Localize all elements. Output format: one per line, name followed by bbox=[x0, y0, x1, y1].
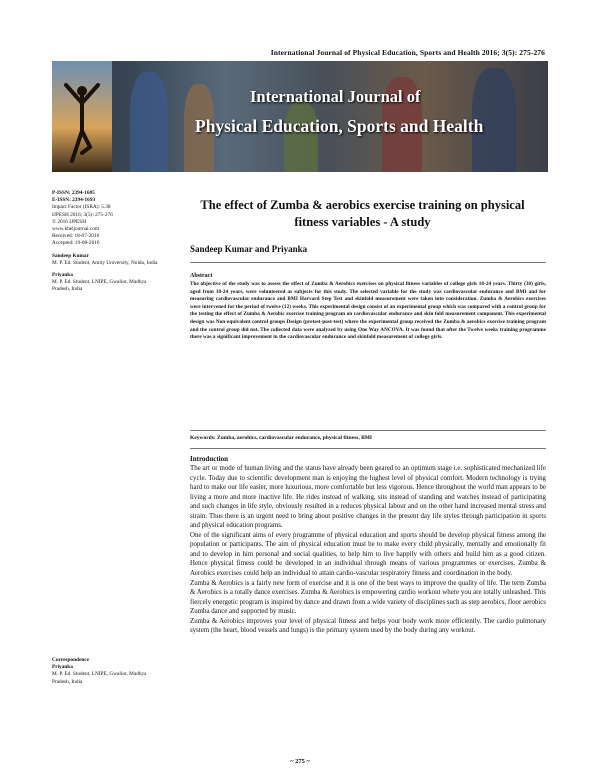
author-affiliation-text: M. P. Ed. Student, LNIPE, Gwalior, Madhya Pradesh, India bbox=[52, 279, 147, 293]
correspondence-name: Priyanka bbox=[52, 664, 73, 671]
received-date: Received: 18-07-2016 bbox=[52, 233, 100, 240]
author-name: Sandeep Kumar bbox=[52, 252, 89, 259]
banner-title-line1: International Journal of bbox=[250, 87, 421, 106]
divider bbox=[190, 430, 546, 431]
introduction-body bbox=[190, 464, 546, 636]
section-heading-introduction: Introduction bbox=[190, 455, 228, 463]
body-paragraph: The art or mode of human living and the status have already been geared to an optimum stage i.e. sophisticated mechanized life cycle. Today due to scientific development man is enjoying the highest level of physical comfort. Modern technology is trying hard to make our life easier, more luxurious, more comfortable but less vigorous. Hence throughout the world man appears to be living a more and more inactive life. He rides instead of walking, sits instead of standing and watches instead of participating and such changes in life style, obviously resulted in a reduces physical labour and on the other hand increased mental stress and strain. Thus there is an urgent need to bring about positive changes in the present day life styles through participation in sports and physical education programs. bbox=[190, 465, 546, 530]
impact-factor: Impact Factor (ISRA): 5.38 bbox=[52, 204, 111, 211]
correspondence-affiliation: M. P. Ed. Student, LNIPE, Gwalior, Madhya Pradesh, India bbox=[52, 671, 147, 685]
author-name: Priyanka bbox=[52, 272, 73, 279]
banner-athlete-figure bbox=[130, 72, 168, 172]
journal-running-header: International Journal of Physical Education, Sports and Health 2016; 3(5): 275-276 bbox=[270, 48, 545, 57]
e-issn: E-ISSN: 2394-1693 bbox=[52, 197, 96, 204]
publication-meta bbox=[52, 190, 164, 248]
correspondence-heading: Correspondence bbox=[52, 657, 89, 663]
volume-info: IJPESH 2016; 3(5): 275-276 bbox=[52, 211, 113, 218]
banner-title-line2: Physical Education, Sports and Health bbox=[195, 116, 484, 136]
journal-website: www.kheljournal.com bbox=[52, 226, 100, 233]
accepted-date: Accepted: 19-08-2016 bbox=[52, 240, 100, 247]
article-sidebar bbox=[52, 190, 164, 294]
copyright: © 2016 IJPESH bbox=[52, 218, 87, 225]
yoga-silhouette-icon bbox=[52, 61, 112, 172]
body-paragraph: Zumba & Aerobics is a fairly new form of exercise and it is one of the best ways to improve the quality of life. The term Zumba & Aerobics is a totally dance exercises. Zumba & Aerobics is empowering cardio workout where you are totally unleashed. This fiercely energetic program is inspired by dance and drawn from a wide variety of disciplines such as step aerobics, floor aerobics Zumba dance and supported by music. bbox=[190, 579, 546, 616]
body-paragraph: Zumba & Aerobics improves your level of physical fitness and helps your body work more efficiently. The cardio pulmonary system (the heart, blood vessels and lungs) is the primary system used by the body during any workout. bbox=[190, 617, 546, 635]
abstract-text: The objective of the study was to assess the effect of Zumba & Aerobics exercises on physical fitness variables of college girls 18-24 years. Thirty (30) girls, aged from 18-24 years, were volunteered as subjects for this study. The selected variable for the study was cardiovascular endurance and BMI and for measuring cardiovascular endurance and BMI Harvard Step Test and skinfold measurement were taken into consideration. Zumba & Aerobics exercises were intervened for the period of twelve (12) weeks. This experimental design consist of an experimental group which was compared with a control group for the testing the effect of Zumba & Aerobic exercise training program on cardiovascular endurance and skin fold measurement component. This experimental design was Non-equivalent control groups Design (pretest-post-test) where the experimental group received the Zumba & aerobics exercise training program and the control group did not. The collected data were analyzed by using One Way ANCOVA. It was found that after the Twelve weeks training programme there was a significant improvement in the cardiovascular endurance and skinfold measurement of college girls. bbox=[190, 281, 546, 341]
abstract-heading: Abstract bbox=[190, 273, 213, 279]
page-number: ~ 275 ~ bbox=[290, 758, 310, 765]
paper-title: The effect of Zumba & aerobics exercise training on physical fitness variables - A study bbox=[200, 198, 525, 229]
correspondence-block bbox=[52, 657, 164, 686]
divider bbox=[190, 448, 546, 449]
divider bbox=[190, 262, 546, 263]
keywords: Keywords: Zumba, aerobics, cardiovascular endurance, physical fitness, BMI bbox=[190, 435, 373, 441]
author-affiliation bbox=[52, 272, 164, 294]
journal-banner bbox=[52, 61, 548, 172]
banner-athlete-figure bbox=[284, 102, 318, 172]
author-affiliation bbox=[52, 253, 164, 267]
body-paragraph: One of the significant aims of every programme of physical education and sports should be develop physical fitness among the population or participants. The aim of physical education must be to make every child physically, mentally and emotionally fit and to develop in him personal and social qualities, to help him to live happily with others and build him as a good citizen. Hence physical fitness could be developed in an individual through means of various programmes or exercises. Zumba & Aerobics exercises could help an individual to attain cardio-vascular respiratory fitness and coordination in the body. bbox=[190, 531, 546, 578]
paper-authors: Sandeep Kumar and Priyanka bbox=[190, 244, 308, 254]
author-affiliation-text: M. P. Ed. Student, Amity University, Noida, India bbox=[52, 259, 158, 266]
p-issn: P-ISSN: 2394-1685 bbox=[52, 190, 95, 196]
